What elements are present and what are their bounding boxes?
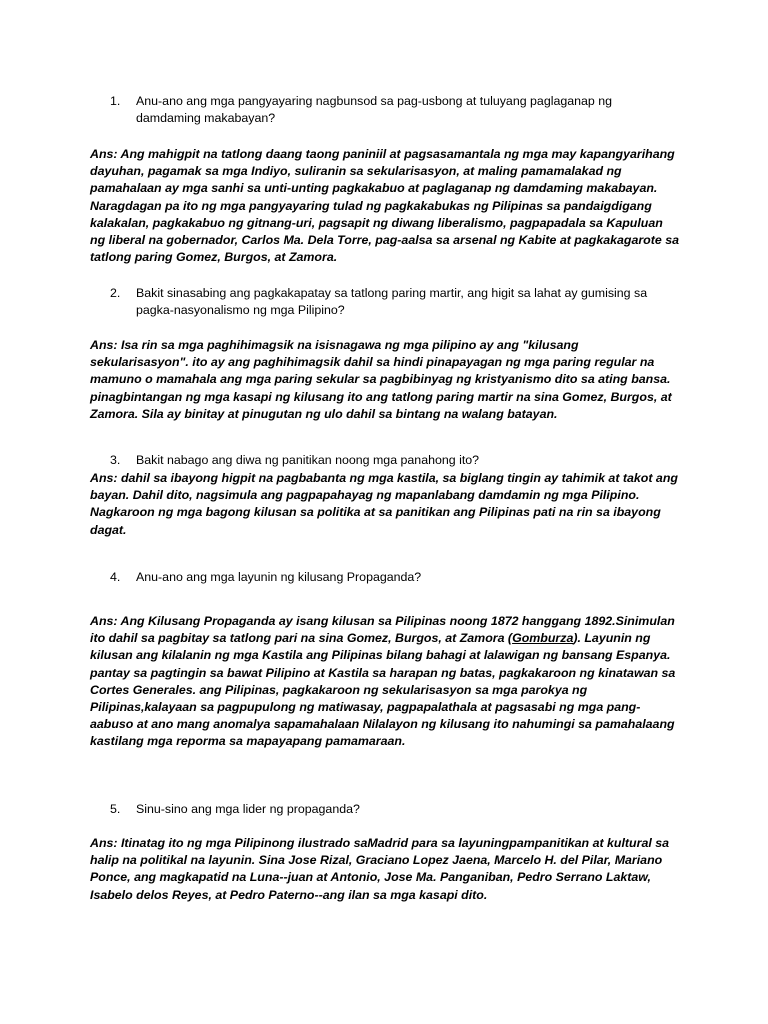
answer-5: Ans: Itinatag ito ng mga Pilipinong ilustrado saMadrid para sa layuningpampanitikan at kultural sa halip na politikal na layunin. Sina Jose Rizal, Graciano Lopez Jaena, Marcelo H. del Pilar, Mariano Ponce, ang magkapatid na Luna--juan at Antonio, Jose Ma. Panganiban, Pedro Serrano Laktaw, Isabelo delos Reyes, at Pedro Paterno--ang ilan sa mga kasapi dito. [90, 836, 670, 902]
answer-4 [90, 613, 680, 751]
question-number: 2. [110, 286, 121, 300]
question-number: 1. [110, 94, 121, 108]
question-text: Anu-ano ang mga pangyayaring nagbunsod sa pag-usbong at tuluyang paglaganap ng damdaming makabayan? [136, 94, 613, 125]
question-number: 5. [110, 802, 121, 816]
question-text: Sinu-sino ang mga lider ng propaganda? [136, 802, 360, 816]
question-number: 3. [110, 453, 121, 467]
question-text: Anu-ano ang mga layunin ng kilusang Propaganda? [136, 570, 422, 584]
answer-2: Ans: Isa rin sa mga paghihimagsik na isisnagawa ng mga pilipino ay ang "kilusang sekularisasyon". ito ay ang paghihimagsik dahil sa hindi pinapayagan ng mga paring regular na mamuno o mamahala ang mga paring sekular sa pagbibinyag ng kristyanismo dito sa ating bansa. pinagbintangan ng mga kasapi ng kilusang ito ang tatlong paring martir na sina Gomez, Burgos, at Zamora. Sila ay binitay at pinugutan ng ulo dahil sa bintang na walang batayan. [90, 338, 672, 421]
gomburza-link[interactable]: Gomburza [512, 631, 574, 646]
question-number: 4. [110, 570, 121, 584]
question-3 [110, 452, 670, 469]
question-1 [110, 93, 670, 127]
question-4 [110, 569, 670, 586]
answer-text-post: ). Layunin ng kilusan ang kilalanin ng mga Kastila ang Pilipinas bilang bahagi at lalawigan ng bansang Espanya. pantay sa pagtingin sa bawat Pilipino at Kastila sa harapan ng batas, pagkakaroon ng kinatawan sa Cortes Generales. ang Pilipinas, pagkakaroon ng sekularisasyon sa mga parokya ng Pilipinas,kalayaan sa pagpupulong ng matiwasay, pagpapalathala at pagsasabi ng mga pang-aabuso at ano mang anomalya sapamahalaan Nilalayon ng kilusang ito nahumingi sa pamahalaang kastilang mga reporma sa mapayapang pamamaraan. [90, 631, 676, 749]
question-2 [110, 285, 670, 319]
answer-3: Ans: dahil sa ibayong higpit na pagbabanta ng mga kastila, sa biglang tingin ay tahimik at takot ang bayan. Dahil dito, nagsimula ang pagpapahayag ng mapanlabang damdamin ng mga Pilipino. Nagkaroon ng mga bagong kilusan sa politika at sa panitikan ang Pilipinas pati na rin sa ibayong dagat. [90, 471, 678, 537]
question-text: Bakit nabago ang diwa ng panitikan noong mga panahong ito? [136, 453, 480, 467]
question-5 [110, 801, 670, 818]
answer-text-pre: Ans: Ang Kilusang Propaganda ay isang kilusan sa Pilipinas noong 1872 hanggang 1892.Sinimulan ito dahil sa pagbitay sa tatlong pari na sina Gomez, Burgos, at Zamora ( [90, 614, 675, 646]
question-text: Bakit sinasabing ang pagkakapatay sa tatlong paring martir, ang higit sa lahat ay gumising sa pagka-nasyonalismo ng mga Pilipino? [136, 286, 648, 317]
answer-1: Ans: Ang mahigpit na tatlong daang taong paniniil at pagsasamantala ng mga may kapangyarihang dayuhan, pagamak sa mga Indiyo, suliranin sa sekularisasyon, at maling pamamalakad ng pamahalaan ay mga sanhi sa unti-unting pagkakabuo at paglaganap ng damdaming makabayan. Naragdagan pa ito ng mga pangyayaring tulad ng pagkakabukas ng Pilipinas sa pandaigdigang kalakalan, pagkakabuo ng gitnang-uri, pagsapit ng diwang liberalismo, pagpapadala sa Kapuluan ng liberal na gobernador, Carlos Ma. Dela Torre, pag-aalsa sa arsenal ng Kabite at pagkakagarote sa tatlong paring Gomez, Burgos, at Zamora. [90, 147, 679, 265]
